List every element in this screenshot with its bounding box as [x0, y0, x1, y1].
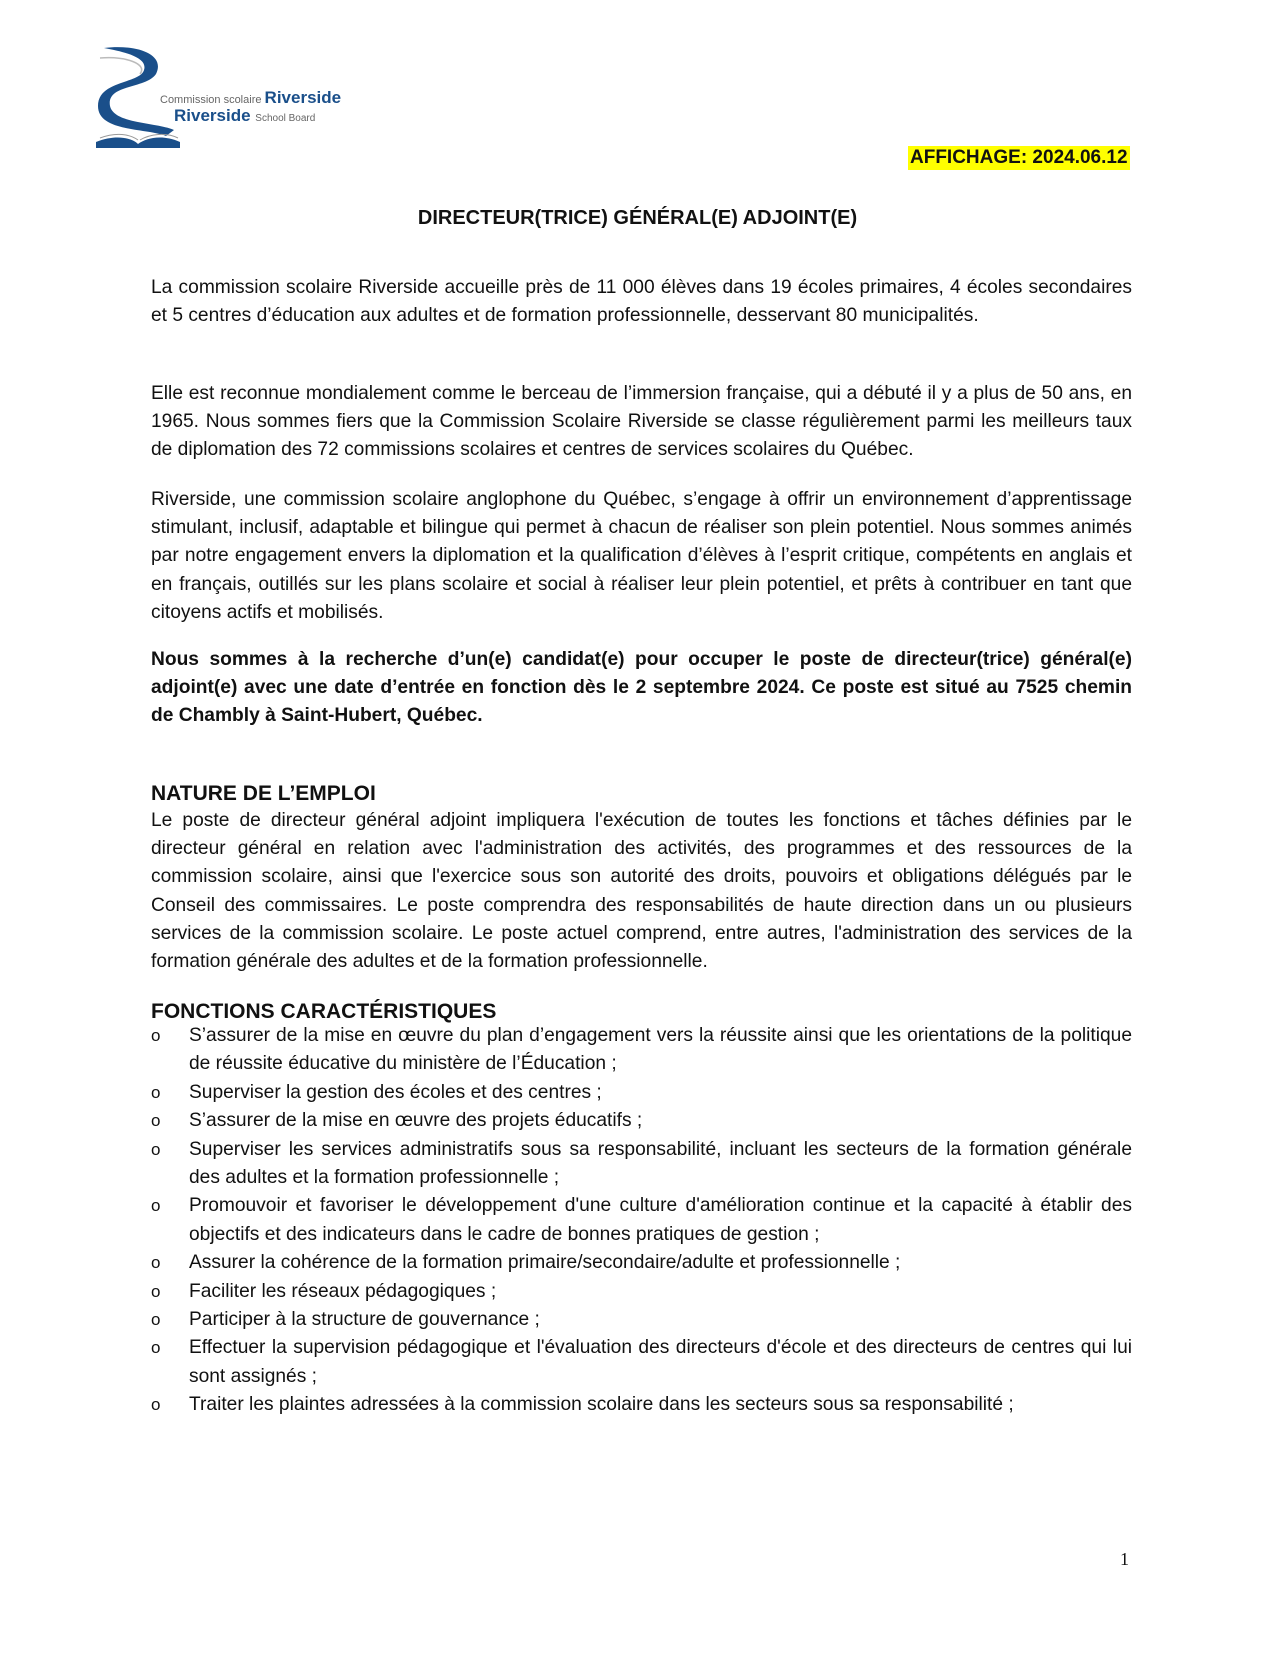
nature-paragraph: Le poste de directeur général adjoint impliquera l'exécution de toutes les fonctions et tâches définies par le directeur général en relation avec l'administration des activités, des programmes et des ressources de la commission scolaire, ainsi que l'exercice sous son autorité des droits, pouvoirs et obligations délégués par le Conseil des commissaires. Le poste comprendra des responsabilités de haute direction dans un ou plusieurs services de la commission scolaire. Le poste actuel comprend, entre autres, l'administration des services de la formation générale des adultes et de la formation professionnelle.	[151, 810, 1132, 973]
list-item: o Promouvoir et favoriser le développement d'une culture d'amélioration continue et la capacité à établir des objectifs et des indicateurs dans le cadre de bonnes pratiques de gestion ;	[151, 1192, 1132, 1249]
bullet-circle-icon: o	[151, 1310, 161, 1330]
list-item: o S’assurer de la mise en œuvre des projets éducatifs ;	[151, 1107, 1132, 1135]
list-item: o Superviser les services administratifs sous sa responsabilité, incluant les secteurs de la formation générale des adultes et la formation professionnelle ;	[151, 1136, 1132, 1193]
bullet-circle-icon: o	[151, 1253, 161, 1273]
list-item: o Assurer la cohérence de la formation primaire/secondaire/adulte et professionnelle ;	[151, 1249, 1132, 1277]
document-title: DIRECTEUR(TRICE) GÉNÉRAL(E) ADJOINT(E)	[417, 207, 858, 229]
logo-text-small: Commission scolaire	[160, 94, 262, 106]
riverside-logo	[96, 44, 342, 154]
posting-date: AFFICHAGE: 2024.06.12	[910, 147, 1128, 168]
intro-paragraph: La commission scolaire Riverside accueille près de 11 000 élèves dans 19 écoles primaires, 4 écoles secondaires et 5 centres d’éducation aux adultes et de formation professionnelle, desservant 80 municipalités.	[151, 277, 1132, 327]
bullet-circle-icon: o	[151, 1395, 161, 1415]
bullet-circle-icon: o	[151, 1196, 161, 1216]
fonctions-heading: FONCTIONS CARACTÉRISTIQUES	[151, 1000, 497, 1023]
list-item: o Faciliter les réseaux pédagogiques ;	[151, 1278, 1132, 1306]
page-number: 1	[1120, 1549, 1129, 1569]
bullet-circle-icon: o	[151, 1082, 161, 1102]
bullet-circle-icon: o	[151, 1139, 161, 1159]
logo-text-small-2: School Board	[255, 113, 316, 124]
bullet-circle-icon: o	[151, 1111, 161, 1131]
fonctions-list	[151, 1022, 1132, 1420]
list-item: o Effectuer la supervision pédagogique et l'évaluation des directeurs d'école et des directeurs de centres qui lui sont assignés ;	[151, 1334, 1132, 1391]
bullet-circle-icon: o	[151, 1338, 161, 1358]
list-item: o Participer à la structure de gouvernance ;	[151, 1306, 1132, 1334]
logo-text-big-2: Riverside	[174, 106, 251, 125]
list-item: o Traiter les plaintes adressées à la commission scolaire dans les secteurs sous sa responsabilité ;	[151, 1391, 1132, 1419]
bullet-circle-icon: o	[151, 1281, 161, 1301]
list-item: o S’assurer de la mise en œuvre du plan d’engagement vers la réussite ainsi que les orientations de la politique de réussite éducative du ministère de l’Éducation ;	[151, 1022, 1132, 1079]
nature-heading: NATURE DE L’EMPLOI	[151, 782, 376, 805]
mission-paragraph: Riverside, une commission scolaire anglophone du Québec, s’engage à offrir un environnement d’apprentissage stimulant, inclusif, adaptable et bilingue qui permet à chacun de réaliser son plein potentiel. Nous sommes animés par notre engagement envers la diplomation et la qualification d’élèves à l’esprit critique, compétents en anglais et en français, outillés sur les plans scolaire et social à réaliser leur plein potentiel, et prêts à contribuer en tant que citoyens actifs et mobilisés.	[151, 489, 1132, 623]
position-paragraph: Nous sommes à la recherche d’un(e) candidat(e) pour occuper le poste de directeur(trice) général(e) adjoint(e) avec une date d’entrée en fonction dès le 2 septembre 2024. Ce poste est situé au 7525 chemin de Chambly à Saint-Hubert, Québec.	[151, 649, 1132, 727]
logo-text-big: Riverside	[264, 88, 342, 107]
list-item: o Superviser la gestion des écoles et des centres ;	[151, 1079, 1132, 1107]
bullet-circle-icon: o	[151, 1026, 161, 1045]
history-paragraph: Elle est reconnue mondialement comme le berceau de l’immersion française, qui a débuté il y a plus de 50 ans, en 1965. Nous sommes fiers que la Commission Scolaire Riverside se classe régulièrement parmi les meilleurs taux de diplomation des 72 commissions scolaires et centres de services scolaires du Québec.	[151, 383, 1132, 461]
